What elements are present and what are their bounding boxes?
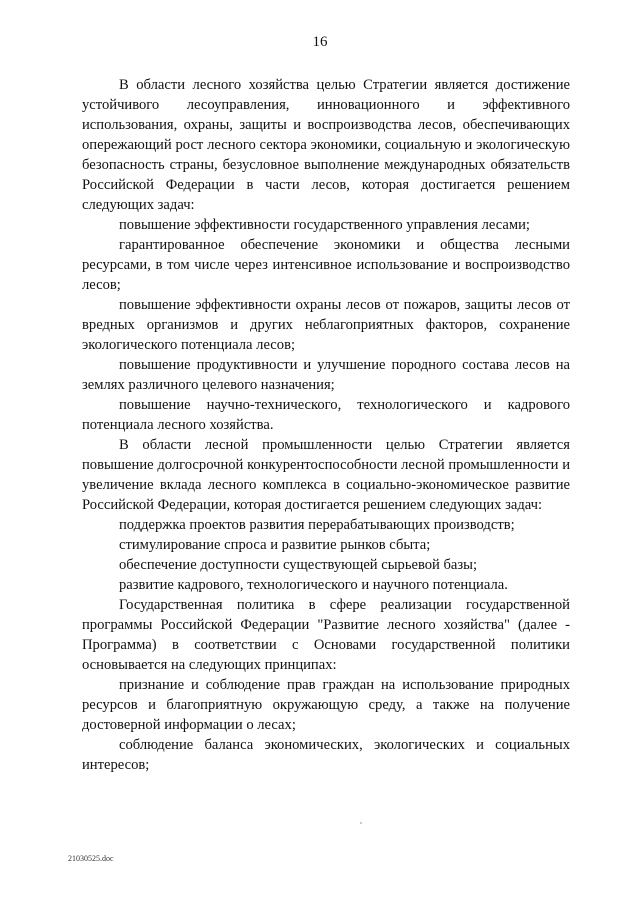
paragraph-principle-rights: признание и соблюдение прав граждан на использование природных ресурсов и благоприятную окружающую среду, а также на получение достоверной информации о лесах; [82, 677, 570, 733]
paragraph-task-productivity: повышение продуктивности и улучшение породного состава лесов на землях различного целевого назначения; [82, 357, 570, 393]
document-body [82, 75, 570, 775]
paragraph-task-governance: повышение эффективности государственного управления лесами; [119, 217, 530, 233]
paragraph-task-demand: стимулирование спроса и развитие рынков сбыта; [119, 537, 431, 553]
paragraph-principle-balance: соблюдение баланса экономических, экологических и социальных интересов; [82, 737, 570, 773]
paragraph-task-resources: гарантированное обеспечение экономики и общества лесными ресурсами, в том числе через интенсивное использование и воспроизводство лесов; [82, 237, 570, 293]
paragraph-task-protection: повышение эффективности охраны лесов от пожаров, защиты лесов от вредных организмов и других неблагоприятных факторов, сохранение экологического потенциала лесов; [82, 297, 570, 353]
paragraph-state-policy: Государственная политика в сфере реализации государственной программы Российской Федерации "Развитие лесного хозяйства" (далее - Программа) в соответствии с Основами государственной политики основывается на следующих принципах: [82, 597, 570, 673]
scan-speck [360, 822, 362, 824]
paragraph-forestry-goal: В области лесного хозяйства целью Стратегии является достижение устойчивого лесоуправления, инновационного и эффективного использования, охраны, защиты и воспроизводства лесов, обеспечивающих опережающий рост лесного сектора экономики, социальную и экологическую безопасность страны, безусловное выполнение международных обязательств Российской Федерации в части лесов, которая достигается решением следующих задач: [82, 77, 570, 213]
paragraph-task-raw-base: обеспечение доступности существующей сырьевой базы; [119, 557, 478, 573]
paragraph-industry-goal: В области лесной промышленности целью Стратегии является повышение долгосрочной конкурентоспособности лесной промышленности и увеличение вклада лесного комплекса в социально-экономическое развитие Российской Федерации, которая достигается решением следующих задач: [82, 437, 570, 513]
paragraph-task-projects: поддержка проектов развития перерабатывающих производств; [119, 517, 515, 533]
footer-doc-code: 21030525.doc [68, 854, 114, 863]
paragraph-task-potential: повышение научно-технического, технологического и кадрового потенциала лесного хозяйства. [82, 397, 570, 433]
paragraph-task-personnel: развитие кадрового, технологического и научного потенциала. [119, 577, 508, 593]
page-number: 16 [312, 34, 328, 50]
